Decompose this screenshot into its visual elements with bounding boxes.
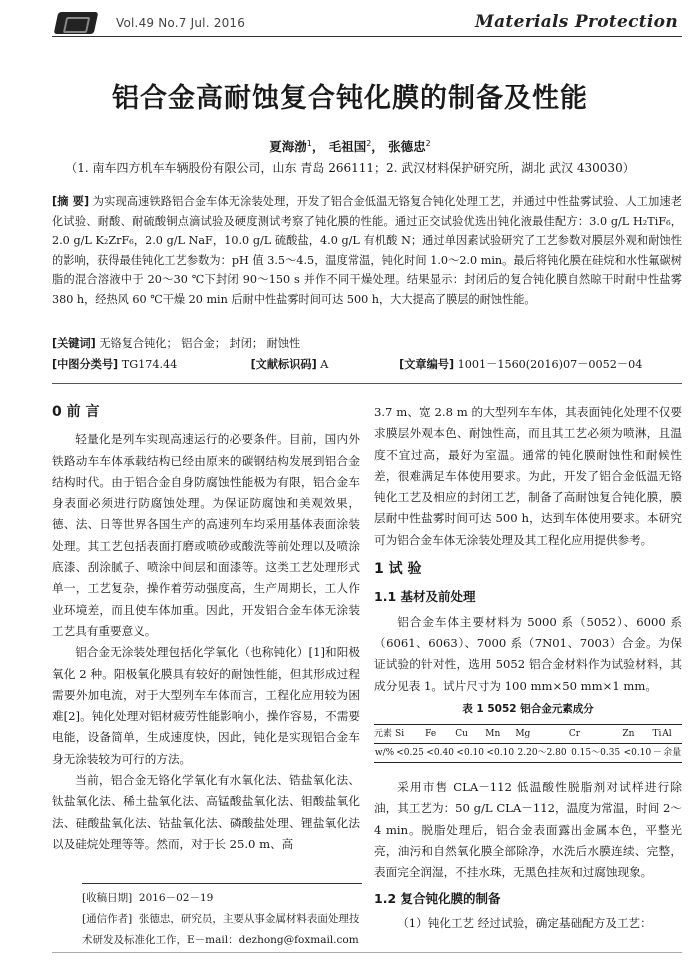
- body-column-left: [52, 402, 360, 855]
- paragraph: 铝合金车体主要材料为 5000 系（5052）、6000 系（6061、6063）、7000 系（7N01、7003）合金。为保证试验的针对性，选用 5052 铝合金材料作为试验材料，其成分见表 1。试片尺寸为 100 mm×50 mm×1 mm。: [374, 614, 682, 693]
- clc-label: [中图分类号]: [52, 358, 119, 371]
- paragraph: 3.7 m、宽 2.8 m 的大型列车车体，其表面钝化处理不仅要求膜层外观本色、耐蚀性高，而且其工艺必须为喷淋，且温度不宜过高，最好为室温。通常的钝化膜耐蚀性和耐候性差，很难满足车体使用要求。为此，开发了铝合金低温无铬钝化工艺及相应的封闭工艺，制备了高耐蚀复合钝化膜，膜层耐中性盐雾时间可达 500 h，达到车体使用要求。本研究可为铝合金车体无涂装处理及其工程化应用提供参考。: [374, 405, 682, 547]
- table-cell: w/%: [374, 744, 395, 763]
- table-cell: 0.15～0.35: [569, 744, 623, 763]
- journal-logo-icon: [54, 12, 99, 34]
- footnote-divider: [82, 883, 362, 884]
- running-header: [52, 10, 682, 42]
- paragraph: 采用市售 CLA－112 低温酸性脱脂剂对试样进行除油，其工艺为：50 g/L CLA－112，温度为常温，时间 2～4 min。脱脂处理后，铝合金表面露出金属本色，平整光亮，油污和自然氧化膜全部除净，水洗后水膜连续、完整，表面完全润湿，不挂水珠，无黑色挂灰和过腐蚀现象。: [374, 780, 682, 880]
- author-list: 夏海渤$^1$， 毛祖国$^2$， 张德忠$^2$: [269, 138, 431, 154]
- received-date: 2016－02－19: [138, 892, 214, 904]
- section-heading: 0 前 言: [52, 404, 100, 420]
- corresponding-author: 张德忠，研究员，主要从事金属材料表面处理技术研发及标准化工作，E－mail：dezhong@foxmail.com: [82, 913, 360, 946]
- table-caption: 表 1 5052 铝合金元素成分: [462, 702, 594, 715]
- article-no-label: [文章编号]: [399, 358, 455, 371]
- table-cell: <0.40: [425, 744, 455, 763]
- page-bottom-divider: [52, 952, 682, 953]
- table-header-cell: Zn: [622, 725, 652, 744]
- table-cell: <0.25: [395, 744, 425, 763]
- header-divider: [52, 36, 682, 37]
- table-header-cell: 元素: [374, 725, 395, 744]
- table-cell: <0.10: [622, 744, 652, 763]
- abstract-divider: [52, 383, 682, 384]
- classification-line: [52, 356, 682, 372]
- author-name: 张德忠: [388, 139, 426, 154]
- article-title: 铝合金高耐蚀复合钝化膜的制备及性能: [112, 83, 588, 114]
- article-no-value: 1001－1560(2016)07－0052－04: [457, 358, 643, 371]
- abstract-label: [摘 要]: [52, 195, 90, 208]
- table-header-cell: Cr: [569, 725, 623, 744]
- table-cell: －: [652, 744, 662, 763]
- paragraph: 轻量化是列车实现高速运行的必要条件。目前，国内外铁路动车车体承载结构已经由原来的碳钢结构发展到铝合金结构时代。由于铝合金自身防腐蚀性能极为有限，铝合金车身表面必须进行防腐蚀处理。为保证防腐蚀和美观效果，德、法、日等世界各国生产的高速列车均采用基体表面涂装处理。其工艺包括表面打磨或喷砂或酸洗等前处理以及喷涂底漆、刮涂腻子、喷涂中间层和面漆等。这类工艺处理形式单一，工艺复杂，操作着劳动强度高，生产周期长，工人作业环境差，而且使车体加重。因此，开发铝合金车体无涂装工艺具有重要意义。: [52, 432, 360, 638]
- volume-line: Vol.49 No.7 Jul. 2016: [116, 16, 246, 30]
- table-cell: <0.10: [455, 744, 485, 763]
- table-cell: <0.10: [485, 744, 515, 763]
- table-header-cell: Cu: [455, 725, 485, 744]
- keywords-label: [关键词]: [52, 337, 96, 350]
- received-label: [收稿日期]: [82, 892, 133, 904]
- author-affil-mark: 1: [306, 138, 312, 148]
- author-name: 夏海渤: [269, 139, 307, 154]
- footnote: [82, 888, 362, 951]
- table-header-cell: Si: [395, 725, 425, 744]
- paragraph: （1）钝化工艺 经过试验，确定基础配方及工艺：: [397, 915, 652, 930]
- author-affil-mark: 2: [425, 138, 431, 148]
- table-header-cell: Fe: [425, 725, 455, 744]
- table-cell: 余量: [662, 744, 682, 763]
- doc-code-value: A: [320, 358, 329, 371]
- keywords: [52, 335, 682, 351]
- table-header-cell: Al: [662, 725, 682, 744]
- journal-name: Materials Protection: [475, 12, 678, 32]
- composition-table: [374, 724, 682, 763]
- table-header-cell: Mg: [515, 725, 569, 744]
- table-header-cell: Mn: [485, 725, 515, 744]
- affiliation: （1. 南车四方机车车辆股份有限公司，山东 青岛 266111；2. 武汉材料保护研究所，湖北 武汉 430030）: [65, 161, 635, 175]
- doc-code-label: [文献标识码]: [250, 358, 317, 371]
- corresponding-label: [通信作者]: [82, 913, 133, 925]
- table-header-cell: Ti: [652, 725, 662, 744]
- body-column-right: [374, 402, 682, 934]
- table-row: [374, 744, 682, 763]
- subsection-heading: 1.2 复合钝化膜的制备: [374, 890, 501, 906]
- table-cell: 2.20～2.80: [515, 744, 569, 763]
- abstract-text: 为实现高速铁路铝合金车体无涂装处理，开发了铝合金低温无铬复合钝化处理工艺，并通过中性盐雾试验、人工加速老化试验、耐酸、耐硫酸铜点滴试验及硬度测试考察了钝化膜的性能。通过正交试验优选出钝化液最佳配方：3.0 g/L H₂TiF₆，2.0 g/L K₂ZrF₆，2.0 g/L NaF，10.0 g/L 硫酸盐，4.0 g/L 有机酸 N；通过单因素试验研究了工艺参数对膜层外观和耐蚀性的影响，获得最佳钝化工艺参数为：pH 值 3.5～4.5，温度常温，钝化时间 1.0～2.0 min。最后将钝化膜在硅烷和水性氟碳树脂的混合溶液中于 20～30 ℃下封闭 90～150 s 并作不同干燥处理。结果显示：封闭后的复合钝化膜自然晾干时耐中性盐雾 380 h，经热风 60 ℃干燥 20 min 后耐中性盐雾时间可达 500 h，大大提高了膜层的耐蚀性能。: [52, 195, 682, 306]
- section-heading: 1 试 验: [374, 561, 422, 578]
- subsection-heading: 1.1 基材及前处理: [374, 589, 476, 605]
- paragraph: 铝合金无涂装处理包括化学氧化（也称钝化）[1]和阳极氧化 2 种。阳极氧化膜具有较好的耐蚀性能，但其形成过程需要外加电流，对于大型列车车体而言，工程化应用较为困难[2]。钝化处理对铝材疲劳性能影响小，操作容易，不需要电能，设备简单，生成速度快，因此，钝化是实现铝合金车身无涂装较为可行的方法。: [52, 645, 360, 766]
- author-name: 毛祖国: [328, 139, 367, 154]
- clc-value: TG174.44: [121, 358, 178, 371]
- keywords-text: 无铬复合钝化； 铝合金； 封闭； 耐蚀性: [99, 337, 301, 350]
- author-affil-mark: 2: [366, 138, 372, 148]
- paragraph: 当前，铝合金无铬化学氧化有水氧化法、锆盐氧化法、钛盐氧化法、稀土盐氧化法、高锰酸盐氧化法、钼酸盐氧化法、硅酸盐氧化法、钴盐氧化法、磷酸盐处理、锂盐氧化法以及硅烷处理等等。然而，对于长 25.0 m、高: [52, 773, 360, 851]
- abstract: [52, 192, 682, 309]
